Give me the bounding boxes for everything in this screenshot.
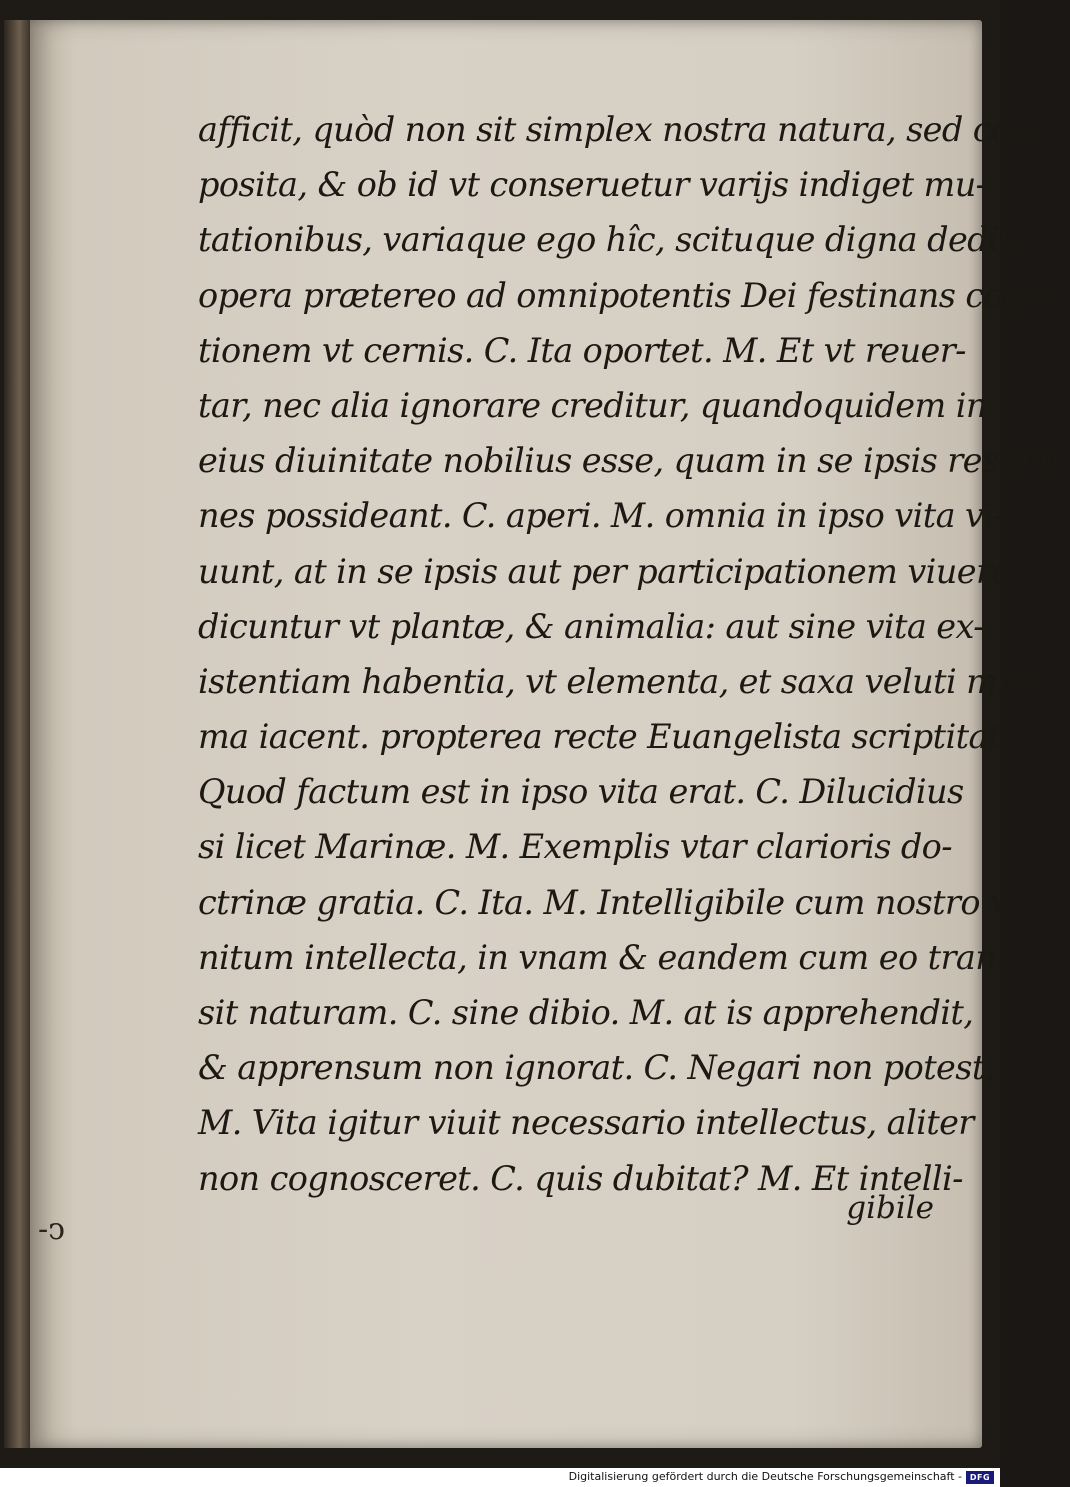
text-line: tationibus, variaque ego hîc, scituque digna dedita (198, 220, 1031, 260)
text-line: istentiam habentia, vt elementa, et saxa veluti mor- (198, 661, 1044, 701)
text-line: tar, nec alia ignorare creditur, quandoquidem in (198, 385, 987, 425)
text-line: dicuntur vt plantæ, & animalia: aut sine vita ex- (198, 606, 984, 646)
text-line: tionem vt cernis. C. Ita oportet. M. Et vt reuer- (198, 330, 966, 370)
text-line: sit naturam. C. sine dibio. M. at is apprehendit, (198, 993, 974, 1032)
text-line: & apprensum non ignorat. C. Negari non potest. (198, 1048, 995, 1088)
text-line: ctrinæ gratia. C. Ita. M. Intelligibile cum nostro v- (198, 882, 1020, 922)
text-line: afficit, quòd non sit simplex nostra natura, sed com- (198, 110, 1053, 149)
body-text (198, 102, 1070, 1206)
dfg-logo-icon: DFG (966, 1471, 994, 1484)
text-line: nes possideant. C. aperi. M. omnia in ipso vita vi- (198, 496, 1005, 536)
page-edges (4, 20, 30, 1448)
footer-credit: Digitalisierung gefördert durch die Deutsche Forschungsgemeinschaft - (568, 1470, 962, 1483)
catchword: gibile (846, 1190, 934, 1226)
text-line: posita, & ob id vt conseruetur varijs indiget mu- (198, 165, 987, 205)
text-line: nitum intellecta, in vnam & eandem cum eo tran- (198, 937, 1007, 977)
text-line: opera prætereo ad omnipotentis Dei festinans cogni- (198, 275, 1066, 315)
text-line: eius diuinitate nobilius esse, quam in se ipsis res om- (198, 441, 1070, 481)
text-line: ma iacent. propterea recte Euangelista scriptitat. (198, 717, 1011, 757)
text-line: Quod factum est in ipso vita erat. C. Dilucidius (198, 772, 964, 812)
footer-bar (0, 1468, 1000, 1487)
margin-mark: -ↄ (38, 1212, 65, 1247)
text-line: uunt, at in se ipsis aut per participationem viuere (198, 551, 1011, 591)
text-line: non cognosceret. C. quis dubitat? M. Et intelli- (198, 1158, 963, 1198)
text-line: M. Vita igitur viuit necessario intellectus, aliter (198, 1103, 974, 1143)
text-line: si licet Marinæ. M. Exemplis vtar clarioris do- (198, 827, 952, 867)
